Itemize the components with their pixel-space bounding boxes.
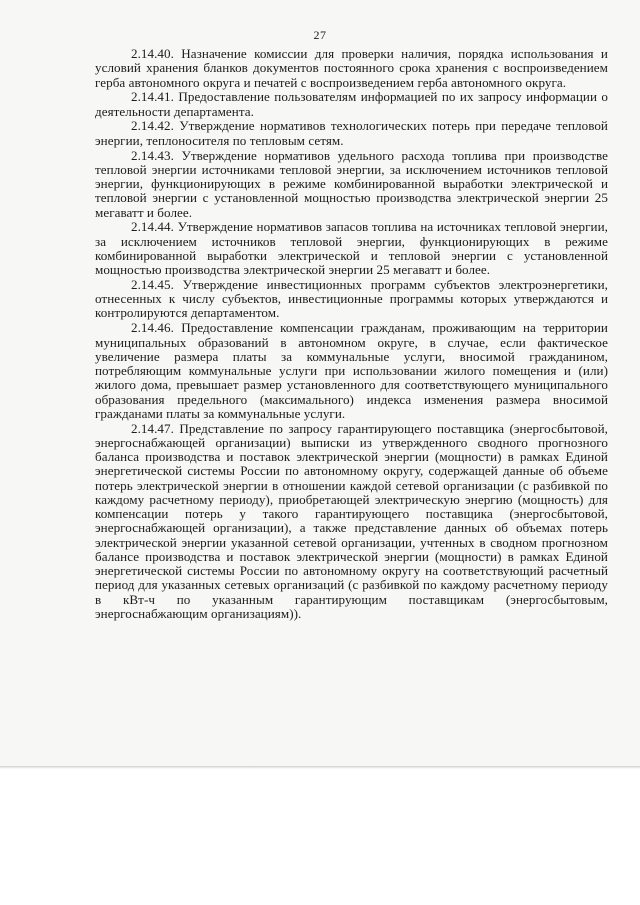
scan-edge-shadow (0, 766, 640, 769)
page-number: 27 (313, 28, 327, 42)
paragraph-2-14-42: 2.14.42. Утверждение нормативов технологических потерь при передаче тепловой энергии, теплоносителя по тепловым сетям. (95, 118, 608, 148)
paragraph-2-14-46: 2.14.46. Предоставление компенсации гражданам, проживающим на территории муниципальных образований в автономном округе, в случае, если фактическое увеличение размера платы за коммунальные услуги, вносимой гражданином, потребляющим коммунальные услуги при использовании жилого помещения и (или) жилого дома, превышает размер установленного для соответствующего муниципального образования предельного (максимального) индекса изменения размера вносимой гражданами платы за коммунальные услуги. (95, 320, 608, 421)
paragraph-2-14-45: 2.14.45. Утверждение инвестиционных программ субъектов электроэнергетики, отнесенных к числу субъектов, инвестиционные программы которых утверждаются и контролируются департаментом. (95, 276, 608, 321)
paragraph-2-14-40: 2.14.40. Назначение комиссии для проверки наличия, порядка использования и условий хранения бланков документов постоянного срока хранения с воспроизведением герба автономного округа и печатей с воспроизведением герба автономного округа. (95, 46, 608, 90)
paragraph-2-14-47: 2.14.47. Представление по запросу гарантирующего поставщика (энергосбытовой, энергоснабжающей организации) выписки из утвержденного сводного прогнозного баланса производства и поставок электрической энергии (мощности) в рамках Единой энергетической системы России по автономному округу, содержащей данные об объеме потерь электрической энергии в отношении каждой сетевой организации (с разбивкой по каждому расчетному периоду), приобретающей электрическую энергию (мощность) для компенсации потерь у такого гарантирующего поставщика (энергосбытовой, энергоснабжающей организации), а также представление данных об объемах потерь электрической энергии указанной сетевой организации, учтенных в сводном прогнозном балансе производства и поставок электрической энергии (мощности) в рамках Единой энергетической системы России по автономному округу на соответствующий расчетный период для указанных сетевых организаций (с разбивкой по каждому расчетному периоду в кВт-ч по указанным гарантирующим поставщикам (энергосбытовым, энергоснабжающим организациям)). (95, 420, 608, 621)
paragraph-2-14-41: 2.14.41. Предоставление пользователям информацией по их запросу информации о деятельности департамента. (95, 89, 608, 119)
paragraph-2-14-43: 2.14.43. Утверждение нормативов удельного расхода топлива при производстве тепловой энергии источниками тепловой энергии, за исключением источников тепловой энергии, функционирующих в режиме комбинированной выработки электрической и тепловой энергии с установленной мощностью производства электрической энергии 25 мегаватт и более. (95, 147, 608, 220)
paragraph-2-14-44: 2.14.44. Утверждение нормативов запасов топлива на источниках тепловой энергии, за исключением источников тепловой энергии, функционирующих в режиме комбинированной выработки электрической и тепловой энергии с установленной мощностью производства электрической энергии 25 мегаватт и более. (95, 219, 608, 278)
document-body (95, 47, 608, 622)
